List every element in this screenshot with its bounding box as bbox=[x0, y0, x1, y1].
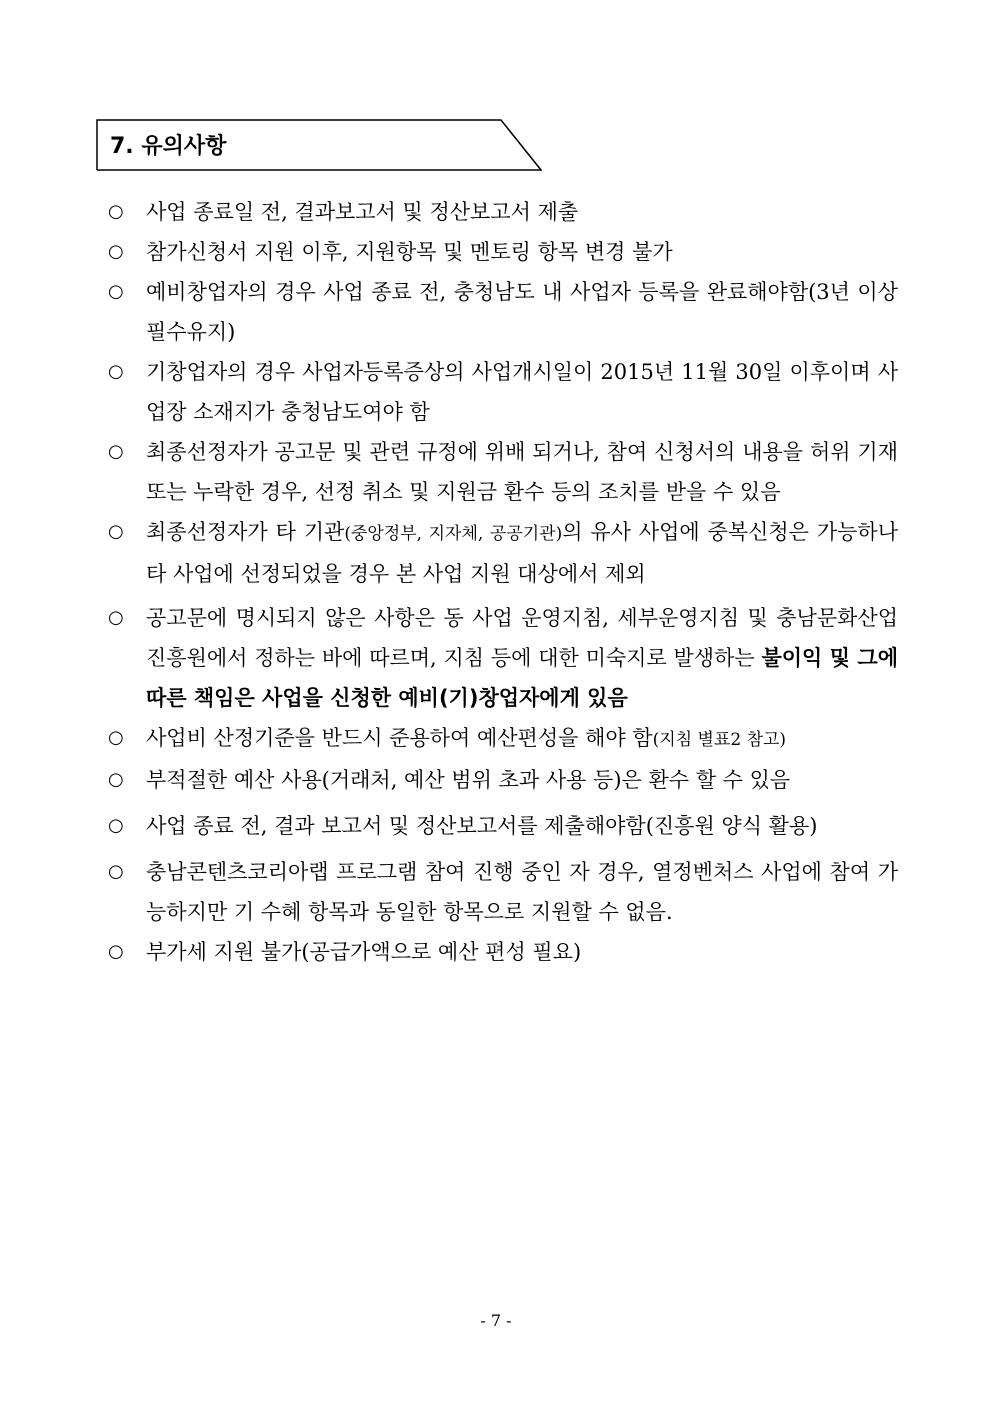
notice-item-9 bbox=[108, 760, 898, 800]
section-header bbox=[96, 119, 542, 171]
notice-text: 참가신청서 지원 이후, 지원항목 및 멘토링 항목 변경 불가 bbox=[146, 240, 673, 264]
notice-text: 부가세 지원 불가(공급가액으로 예산 편성 필요) bbox=[146, 940, 582, 964]
notice-item-10 bbox=[108, 804, 898, 848]
notice-text-note: (중앙정부, 지자체, 공공기관) bbox=[344, 524, 563, 544]
section-title: 7. 유의사항 bbox=[110, 134, 227, 159]
bullet-circle-icon: ○ bbox=[108, 941, 124, 962]
notice-text-emphasis: 불이익 및 그에 따른 책임은 사업을 신청한 예비(기)창업자에게 있음 bbox=[146, 646, 898, 710]
notice-item-5 bbox=[108, 432, 898, 512]
notice-item-12 bbox=[108, 932, 898, 972]
notice-text: 예비창업자의 경우 사업 종료 전, 충청남도 내 사업자 등록을 완료해야함(3년 이상 필수유지) bbox=[146, 280, 898, 344]
notice-item-2 bbox=[108, 232, 898, 272]
bullet-circle-icon: ○ bbox=[108, 361, 124, 382]
notice-text: 의 유사 사업에 중복신청은 가능하나 타 사업에 선정되었을 경우 본 사업 지원 대상에서 제외 bbox=[146, 520, 898, 586]
bullet-circle-icon: ○ bbox=[108, 281, 124, 302]
notice-list bbox=[108, 192, 898, 972]
notice-text: 최종선정자가 타 기관 bbox=[146, 520, 345, 544]
notice-item-4 bbox=[108, 352, 898, 432]
notice-text: 공고문에 명시되지 않은 사항은 동 사업 운영지침, 세부운영지침 및 충남문화산업진흥원에서 정하는 바에 따르며, 지침 등에 대한 미숙지로 발생하는 bbox=[146, 606, 898, 670]
notice-item-8 bbox=[108, 718, 898, 760]
notice-text: 사업 종료 전, 결과 보고서 및 정산보고서를 제출해야함(진흥원 양식 활용) bbox=[146, 814, 818, 838]
notice-text: 부적절한 예산 사용(거래처, 예산 범위 초과 사용 등)은 환수 할 수 있음 bbox=[146, 768, 791, 792]
bullet-circle-icon: ○ bbox=[108, 769, 124, 790]
notice-item-11 bbox=[108, 852, 898, 932]
notice-item-7 bbox=[108, 598, 898, 718]
notice-text: 기창업자의 경우 사업자등록증상의 사업개시일이 2015년 11월 30일 이후이며 사업장 소재지가 충청남도여야 함 bbox=[146, 360, 898, 424]
notice-item-1 bbox=[108, 192, 898, 232]
bullet-circle-icon: ○ bbox=[108, 241, 124, 262]
notice-item-6 bbox=[108, 512, 898, 594]
notice-text-note: (지침 별표2 참고) bbox=[652, 730, 787, 750]
bullet-circle-icon: ○ bbox=[108, 521, 124, 542]
bullet-circle-icon: ○ bbox=[108, 815, 124, 836]
bullet-circle-icon: ○ bbox=[108, 861, 124, 882]
notice-item-3 bbox=[108, 272, 898, 352]
notice-text: 사업 종료일 전, 결과보고서 및 정산보고서 제출 bbox=[146, 200, 579, 224]
page-number: - 7 - bbox=[480, 1311, 512, 1330]
notice-text: 사업비 산정기준을 반드시 준용하여 예산편성을 해야 함 bbox=[146, 726, 653, 750]
bullet-circle-icon: ○ bbox=[108, 727, 124, 748]
notice-text: 충남콘텐츠코리아랩 프로그램 참여 진행 중인 자 경우, 열정벤처스 사업에 참여 가능하지만 기 수혜 항목과 동일한 항목으로 지원할 수 없음. bbox=[146, 860, 898, 924]
bullet-circle-icon: ○ bbox=[108, 441, 124, 462]
notice-text: 최종선정자가 공고문 및 관련 규정에 위배 되거나, 참여 신청서의 내용을 허위 기재 또는 누락한 경우, 선정 취소 및 지원금 환수 등의 조치를 받을 수 있음 bbox=[146, 440, 898, 504]
bullet-circle-icon: ○ bbox=[108, 201, 124, 222]
bullet-circle-icon: ○ bbox=[108, 607, 124, 628]
